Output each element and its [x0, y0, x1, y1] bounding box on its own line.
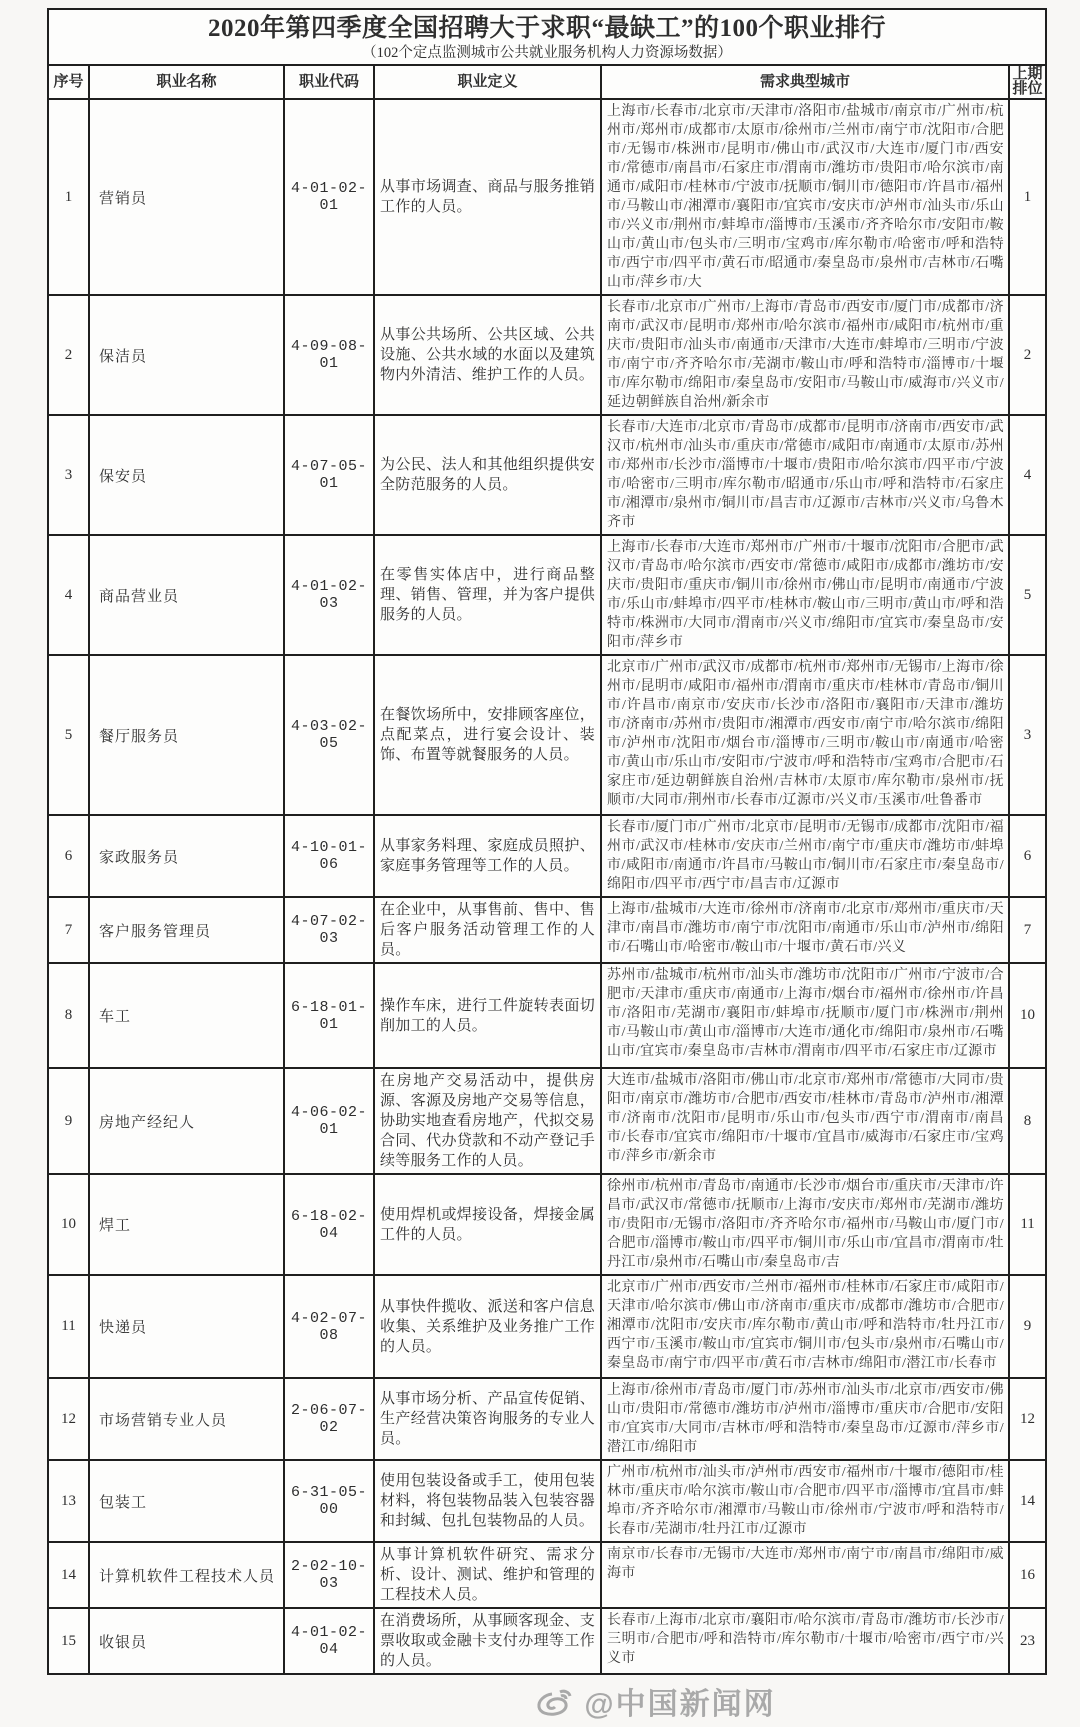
column-header-prev-rank: 上期排位	[1009, 65, 1046, 99]
row-index: 3	[48, 415, 89, 535]
column-header-definition: 职业定义	[374, 65, 601, 99]
demand-cities: 南京市/长春市/无锡市/大连市/郑州市/南宁市/南昌市/绵阳市/威海市	[601, 1542, 1009, 1608]
page-subtitle: （102个定点监测城市公共就业服务机构人力资源场数据）	[362, 44, 732, 61]
demand-cities: 徐州市/杭州市/青岛市/南通市/长沙市/烟台市/重庆市/天津市/许昌市/武汉市/常德市/抚顺市/上海市/安庆市/郑州市/芜湖市/潍坊市/贵阳市/无锡市/洛阳市/齐齐哈尔市/福州市/马鞍山市/厦门市/合肥市/淄博市/鞍山市/四平市/铜川市/乐山市/宜昌市/渭南市/牡丹江市/泉州市/石嘴山市/秦皇岛市/吉	[601, 1174, 1009, 1275]
occupation-code: 4-07-05-01	[284, 415, 374, 535]
occupation-code: 4-01-02-04	[284, 1608, 374, 1674]
previous-rank: 1	[1009, 99, 1046, 295]
demand-cities: 广州市/杭州市/汕头市/泸州市/西安市/福州市/十堰市/德阳市/桂林市/重庆市/哈尔滨市/鞍山市/合肥市/四平市/淄博市/宜昌市/蚌埠市/齐齐哈尔市/湘潭市/马鞍山市/徐州市/宁波市/呼和浩特市/长春市/芜湖市/牡丹江市/辽源市	[601, 1460, 1009, 1542]
table-row	[48, 1608, 1046, 1674]
occupation-name: 保洁员	[89, 295, 284, 415]
occupation-definition: 从事快件揽收、派送和客户信息收集、关系维护及业务推广工作的人员。	[374, 1275, 601, 1378]
table-row	[48, 295, 1046, 415]
previous-rank: 6	[1009, 815, 1046, 897]
demand-cities: 上海市/长春市/大连市/郑州市/广州市/十堰市/沈阳市/合肥市/武汉市/青岛市/哈尔滨市/西安市/常德市/咸阳市/成都市/潍坊市/安庆市/贵阳市/重庆市/铜川市/徐州市/佛山市/昆明市/南通市/宁波市/乐山市/蚌埠市/四平市/桂林市/鞍山市/三明市/黄山市/呼和浩特市/株洲市/大同市/渭南市/兴义市/绵阳市/宜宾市/秦皇岛市/安阳市/萍乡市	[601, 535, 1009, 655]
demand-cities: 上海市/长春市/北京市/天津市/洛阳市/盐城市/南京市/广州市/杭州市/郑州市/成都市/太原市/徐州市/兰州市/南宁市/沈阳市/合肥市/无锡市/株洲市/昆明市/佛山市/武汉市/大连市/厦门市/西安市/常德市/南昌市/石家庄市/渭南市/潍坊市/贵阳市/哈尔滨市/南通市/咸阳市/桂林市/宁波市/抚顺市/铜川市/德阳市/许昌市/福州市/马鞍山市/湘潭市/襄阳市/宜宾市/安庆市/泸州市/汕头市/乐山市/兴义市/荆州市/蚌埠市/淄博市/玉溪市/齐齐哈尔市/安阳市/鞍山市/黄山市/包头市/三明市/宝鸡市/库尔勒市/哈密市/呼和浩特市/西宁市/四平市/黄石市/昭通市/秦皇岛市/泉州市/吉林市/石嘴山市/萍乡市/大	[601, 99, 1009, 295]
table-row	[48, 1460, 1046, 1542]
occupation-code: 6-31-05-00	[284, 1460, 374, 1542]
table-row	[48, 963, 1046, 1068]
occupation-definition: 使用焊机或焊接设备，焊接金属工件的人员。	[374, 1174, 601, 1275]
occupation-code: 4-09-08-01	[284, 295, 374, 415]
row-index: 7	[48, 897, 89, 963]
occupation-code: 4-03-02-05	[284, 655, 374, 815]
row-index: 2	[48, 295, 89, 415]
row-index: 1	[48, 99, 89, 295]
occupation-definition: 从事家务料理、家庭成员照护、家庭事务管理等工作的人员。	[374, 815, 601, 897]
row-index: 13	[48, 1460, 89, 1542]
row-index: 5	[48, 655, 89, 815]
previous-rank: 23	[1009, 1608, 1046, 1674]
occupation-name: 保安员	[89, 415, 284, 535]
table-row	[48, 1275, 1046, 1378]
watermark-credit: @中国新闻网	[584, 1688, 776, 1721]
row-index: 11	[48, 1275, 89, 1378]
row-index: 8	[48, 963, 89, 1068]
demand-cities: 长春市/厦门市/广州市/北京市/昆明市/无锡市/成都市/沈阳市/福州市/武汉市/桂林市/安庆市/兰州市/南宁市/重庆市/潍坊市/蚌埠市/咸阳市/南通市/许昌市/马鞍山市/铜川市/石家庄市/秦皇岛市/绵阳市/四平市/西宁市/昌吉市/辽源市	[601, 815, 1009, 897]
demand-cities: 长春市/北京市/广州市/上海市/青岛市/西安市/厦门市/成都市/济南市/武汉市/昆明市/郑州市/哈尔滨市/福州市/咸阳市/杭州市/重庆市/贵阳市/汕头市/南通市/天津市/大连市/蚌埠市/三明市/宁波市/南宁市/齐齐哈尔市/芜湖市/鞍山市/呼和浩特市/淄博市/十堰市/库尔勒市/绵阳市/秦皇岛市/安阳市/马鞍山市/威海市/兴义市/延边朝鲜族自治州/新余市	[601, 295, 1009, 415]
demand-cities: 北京市/广州市/武汉市/成都市/杭州市/郑州市/无锡市/上海市/徐州市/昆明市/咸阳市/福州市/渭南市/重庆市/桂林市/青岛市/铜川市/许昌市/南京市/安庆市/长沙市/洛阳市/襄阳市/天津市/潍坊市/济南市/苏州市/贵阳市/湘潭市/西安市/南宁市/哈尔滨市/绵阳市/泸州市/沈阳市/烟台市/淄博市/三明市/鞍山市/南通市/哈密市/黄山市/乐山市/安阳市/宁波市/呼和浩特市/宝鸡市/合肥市/石家庄市/延边朝鲜族自治州/吉林市/太原市/库尔勒市/泉州市/抚顺市/大同市/荆州市/长春市/辽源市/兴义市/玉溪市/吐鲁番市	[601, 655, 1009, 815]
column-header-code: 职业代码	[284, 65, 374, 99]
table-row	[48, 1068, 1046, 1174]
occupation-code: 4-02-07-08	[284, 1275, 374, 1378]
previous-rank: 14	[1009, 1460, 1046, 1542]
occupation-name: 营销员	[89, 99, 284, 295]
occupation-definition: 从事市场分析、产品宣传促销、生产经营决策咨询服务的专业人员。	[374, 1378, 601, 1460]
occupation-name: 收银员	[89, 1608, 284, 1674]
row-index: 10	[48, 1174, 89, 1275]
occupation-definition: 从事计算机软件研究、需求分析、设计、测试、维护和管理的工程技术人员。	[374, 1542, 601, 1608]
occupation-code: 4-01-02-01	[284, 99, 374, 295]
occupation-code: 4-10-01-06	[284, 815, 374, 897]
table-row	[48, 655, 1046, 815]
demand-cities: 长春市/大连市/北京市/青岛市/成都市/昆明市/济南市/西安市/武汉市/杭州市/汕头市/重庆市/常德市/咸阳市/南通市/太原市/苏州市/郑州市/长沙市/淄博市/十堰市/贵阳市/哈尔滨市/四平市/宁波市/哈密市/三明市/库尔勒市/昭通市/乐山市/呼和浩特市/石家庄市/湘潭市/泉州市/铜川市/昌吉市/辽源市/吉林市/兴义市/乌鲁木齐市	[601, 415, 1009, 535]
previous-rank: 7	[1009, 897, 1046, 963]
row-index: 12	[48, 1378, 89, 1460]
occupation-code: 2-06-07-02	[284, 1378, 374, 1460]
previous-rank: 5	[1009, 535, 1046, 655]
occupation-name: 房地产经纪人	[89, 1068, 284, 1174]
occupation-name: 快递员	[89, 1275, 284, 1378]
column-header-name: 职业名称	[89, 65, 284, 99]
occupation-name: 计算机软件工程技术人员	[89, 1542, 284, 1608]
previous-rank: 11	[1009, 1174, 1046, 1275]
occupation-name: 客户服务管理员	[89, 897, 284, 963]
weibo-icon	[536, 1685, 574, 1717]
occupation-code: 2-02-10-03	[284, 1542, 374, 1608]
occupation-definition: 在企业中，从事售前、售中、售后客户服务活动管理工作的人员。	[374, 897, 601, 963]
previous-rank: 12	[1009, 1378, 1046, 1460]
occupation-code: 6-18-01-01	[284, 963, 374, 1068]
occupation-name: 市场营销专业人员	[89, 1378, 284, 1460]
previous-rank: 9	[1009, 1275, 1046, 1378]
previous-rank: 3	[1009, 655, 1046, 815]
occupation-name: 家政服务员	[89, 815, 284, 897]
table-row	[48, 415, 1046, 535]
table-row	[48, 1542, 1046, 1608]
table-row	[48, 1378, 1046, 1460]
table-row	[48, 99, 1046, 295]
table-row	[48, 815, 1046, 897]
occupation-code: 4-01-02-03	[284, 535, 374, 655]
table-row	[48, 1174, 1046, 1275]
row-index: 4	[48, 535, 89, 655]
occupation-definition: 在餐饮场所中，安排顾客座位，点配菜点，进行宴会设计、装饰、布置等就餐服务的人员。	[374, 655, 601, 815]
previous-rank: 4	[1009, 415, 1046, 535]
demand-cities: 上海市/徐州市/青岛市/厦门市/苏州市/汕头市/北京市/西安市/佛山市/贵阳市/常德市/潍坊市/泸州市/淄博市/重庆市/合肥市/安阳市/宜宾市/大同市/吉林市/呼和浩特市/秦皇岛市/辽源市/萍乡市/潜江市/绵阳市	[601, 1378, 1009, 1460]
row-index: 9	[48, 1068, 89, 1174]
watermark	[47, 1675, 1045, 1727]
occupation-definition: 在房地产交易活动中，提供房源、客源及房地产交易等信息，协助实地查看房地产，代拟交易合同、代办贷款和不动产登记手续等服务工作的人员。	[374, 1068, 601, 1174]
occupation-definition: 从事公共场所、公共区域、公共设施、公共水域的水面以及建筑物内外清洁、维护工作的人员。	[374, 295, 601, 415]
occupation-code: 4-07-02-03	[284, 897, 374, 963]
occupation-definition: 为公民、法人和其他组织提供安全防范服务的人员。	[374, 415, 601, 535]
occupation-definition: 使用包装设备或手工，使用包装材料，将包装物品装入包装容器和封缄、包扎包装物品的人员。	[374, 1460, 601, 1542]
row-index: 15	[48, 1608, 89, 1674]
previous-rank: 8	[1009, 1068, 1046, 1174]
demand-cities: 大连市/盐城市/洛阳市/佛山市/北京市/郑州市/常德市/大同市/贵阳市/南京市/潍坊市/合肥市/西安市/桂林市/青岛市/泸州市/湘潭市/济南市/沈阳市/昆明市/乐山市/包头市/西宁市/渭南市/南昌市/长春市/宜宾市/绵阳市/十堰市/宜昌市/威海市/石家庄市/宝鸡市/萍乡市/新余市	[601, 1068, 1009, 1174]
row-index: 6	[48, 815, 89, 897]
previous-rank: 16	[1009, 1542, 1046, 1608]
occupation-ranking-table	[47, 8, 1047, 1675]
page-title: 2020年第四季度全国招聘大于求职“最缺工”的100个职业排行	[208, 14, 887, 42]
occupation-name: 车工	[89, 963, 284, 1068]
occupation-definition: 从事市场调查、商品与服务推销工作的人员。	[374, 99, 601, 295]
row-index: 14	[48, 1542, 89, 1608]
previous-rank: 10	[1009, 963, 1046, 1068]
occupation-definition: 在消费场所，从事顾客现金、支票收取或金融卡支付办理等工作的人员。	[374, 1608, 601, 1674]
occupation-name: 商品营业员	[89, 535, 284, 655]
column-header-cities: 需求典型城市	[601, 65, 1009, 99]
table-row	[48, 897, 1046, 963]
title-block	[48, 9, 1046, 65]
occupation-definition: 在零售实体店中，进行商品整理、销售、管理，并为客户提供服务的人员。	[374, 535, 601, 655]
occupation-code: 4-06-02-01	[284, 1068, 374, 1174]
demand-cities: 上海市/盐城市/大连市/徐州市/济南市/北京市/郑州市/重庆市/天津市/南昌市/潍坊市/南宁市/沈阳市/南通市/乐山市/泸州市/绵阳市/石嘴山市/哈密市/鞍山市/十堰市/黄石市/兴义	[601, 897, 1009, 963]
demand-cities: 长春市/上海市/北京市/襄阳市/哈尔滨市/青岛市/潍坊市/长沙市/三明市/合肥市/呼和浩特市/库尔勒市/十堰市/哈密市/西宁市/兴义市	[601, 1608, 1009, 1674]
occupation-name: 焊工	[89, 1174, 284, 1275]
demand-cities: 苏州市/盐城市/杭州市/汕头市/潍坊市/沈阳市/广州市/宁波市/合肥市/天津市/重庆市/南通市/上海市/烟台市/福州市/徐州市/许昌市/洛阳市/芜湖市/襄阳市/蚌埠市/抚顺市/厦门市/株洲市/荆州市/马鞍山市/黄山市/淄博市/大连市/通化市/绵阳市/泉州市/石嘴山市/宜宾市/秦皇岛市/吉林市/渭南市/四平市/石家庄市/辽源市	[601, 963, 1009, 1068]
occupation-code: 6-18-02-04	[284, 1174, 374, 1275]
demand-cities: 北京市/广州市/西安市/兰州市/福州市/桂林市/石家庄市/咸阳市/天津市/哈尔滨市/佛山市/济南市/重庆市/成都市/潍坊市/合肥市/湘潭市/沈阳市/安庆市/库尔勒市/黄山市/呼和浩特市/牡丹江市/西宁市/玉溪市/鞍山市/宜宾市/铜川市/包头市/泉州市/石嘴山市/秦皇岛市/南宁市/四平市/黄石市/吉林市/绵阳市/潜江市/长春市	[601, 1275, 1009, 1378]
table-row	[48, 535, 1046, 655]
occupation-definition: 操作车床，进行工件旋转表面切削加工的人员。	[374, 963, 601, 1068]
previous-rank: 2	[1009, 295, 1046, 415]
column-header-index: 序号	[48, 65, 89, 99]
occupation-name: 餐厅服务员	[89, 655, 284, 815]
occupation-name: 包装工	[89, 1460, 284, 1542]
